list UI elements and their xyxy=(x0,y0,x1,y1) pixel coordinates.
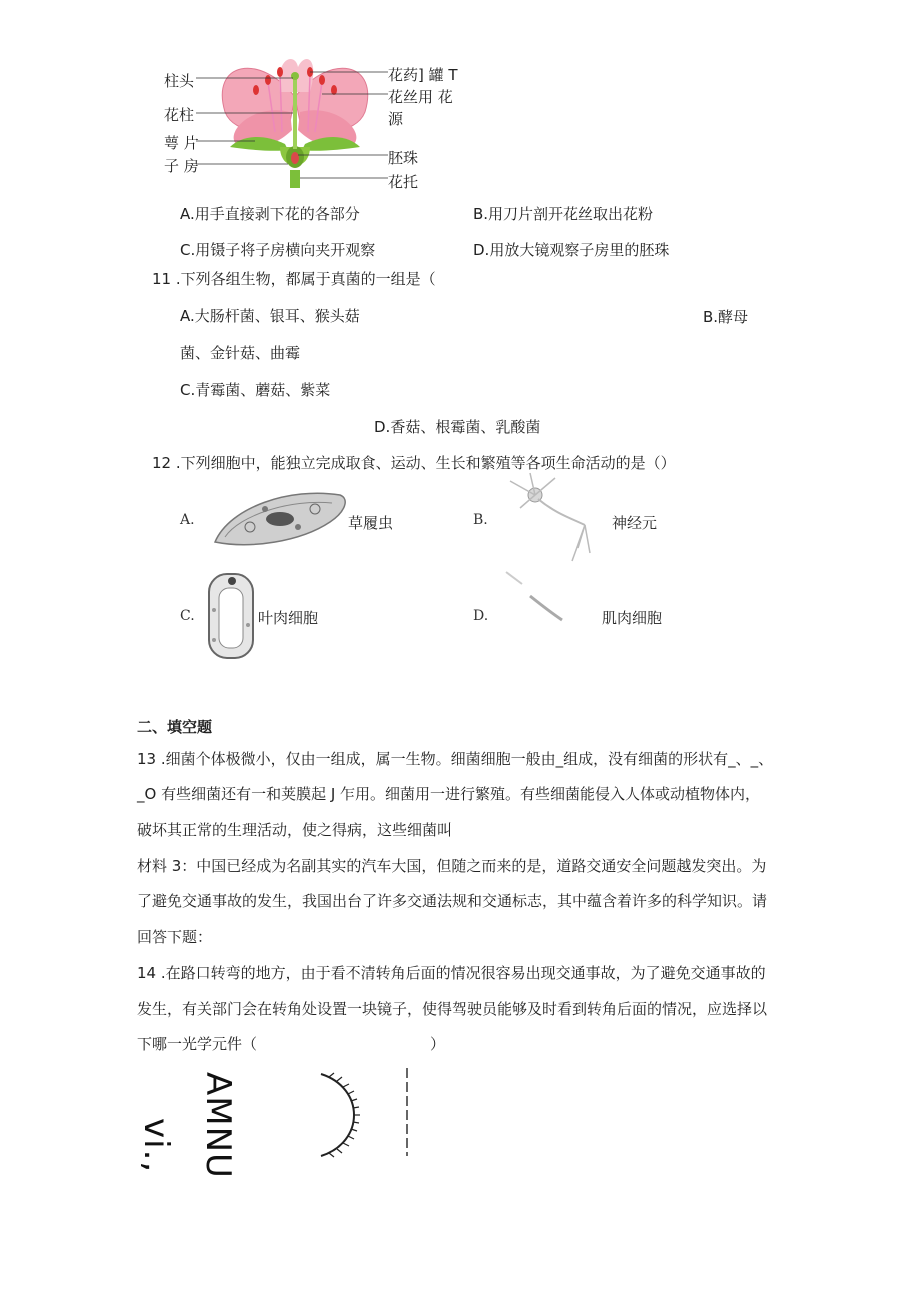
q11-option-c: C.青霉菌、蘑菇、紫菜 xyxy=(180,381,331,399)
q14-line-3-end: ） xyxy=(430,1035,446,1053)
label-anther: 花药] 罐 T xyxy=(388,66,458,84)
label-ovule: 胚珠 xyxy=(388,149,419,167)
q11-option-a: A.大肠杆菌、银耳、猴头菇 xyxy=(180,307,360,325)
q14-line-2: 发生，有关部门会在转角处设置一块镜子，使得驾驶员能够及时看到转角后面的情况，应选择以 xyxy=(137,1000,768,1018)
material3-line-1: 材料 3：中国已经成为名副其实的汽车大国，但随之而来的是，道路交通安全问题越发突出。为 xyxy=(137,857,767,875)
q12-option-b-label: 神经元 xyxy=(612,514,658,532)
section-title-fill-blank: 二、填空题 xyxy=(137,718,213,736)
paramecium-image xyxy=(210,487,350,552)
muscle-cell-image xyxy=(500,568,570,628)
q10-option-a: A.用手直接剥下花的各部分 xyxy=(180,205,360,223)
material3-line-3: 回答下题： xyxy=(137,928,213,946)
q12-option-d-letter: D. xyxy=(473,608,489,624)
q12-option-d-label: 肌肉细胞 xyxy=(602,609,663,627)
label-style: 花柱 xyxy=(164,106,195,124)
mesophyll-cell-image xyxy=(205,570,265,662)
q10-option-d: D.用放大镜观察子房里的胚珠 xyxy=(473,241,670,259)
label-stigma: 柱头 xyxy=(164,72,195,90)
label-sepal: 萼 片 xyxy=(164,134,199,152)
flower-illustration xyxy=(180,52,400,192)
q11-stem: 11 .下列各组生物，都属于真菌的一组是（ xyxy=(152,270,436,288)
q11-option-b-cont: 菌、金针菇、曲霉 xyxy=(180,344,301,362)
rotated-text-2: AMNU xyxy=(198,1072,238,1179)
q11-option-d: D.香菇、根霉菌、乳酸菌 xyxy=(374,418,541,436)
q12-stem: 12 .下列细胞中，能独立完成取食、运动、生长和繁殖等各项生命活动的是（） xyxy=(152,454,676,472)
q11-option-b: B.酵母 xyxy=(703,308,749,326)
q12-option-a-letter: A. xyxy=(180,512,195,528)
q12-option-c-label: 叶肉细胞 xyxy=(258,609,319,627)
q10-option-c: C.用镊子将子房横向夹开观察 xyxy=(180,241,376,259)
rotated-text-1: vi., xyxy=(136,1118,176,1174)
q12-option-b-letter: B. xyxy=(473,512,488,528)
q10-option-b: B.用刀片剖开花丝取出花粉 xyxy=(473,205,654,223)
q13-line-3: 破坏其正常的生理活动，使之得病，这些细菌叫 xyxy=(137,821,453,839)
q13-line-2: _O 有些细菌还有一和荚膜起 J 乍用。细菌用一进行繁殖。有些细菌能侵入人体或动植物体内， xyxy=(137,785,761,803)
flat-mirror-icon xyxy=(400,1066,414,1158)
q13-line-1: 13 .细菌个体极微小，仅由一组成，属一生物。细菌细胞一般由_组成，没有细菌的形状有_、_、 xyxy=(137,750,774,768)
neuron-image xyxy=(500,473,610,568)
q14-line-3: 下哪一光学元件（ xyxy=(137,1035,258,1053)
label-filament: 花丝用 花 xyxy=(388,88,453,106)
material3-line-2: 了避免交通事故的发生，我国出台了许多交通法规和交通标志，其中蕴含着许多的科学知识。请 xyxy=(137,892,768,910)
label-receptacle: 花托 xyxy=(388,173,419,191)
q12-option-c-letter: C. xyxy=(180,608,195,624)
concave-mirror-icon xyxy=(315,1070,375,1160)
label-source: 源 xyxy=(388,110,404,128)
label-ovary: 子 房 xyxy=(164,157,199,175)
q12-option-a-label: 草履虫 xyxy=(348,514,394,532)
q14-line-1: 14 .在路口转弯的地方，由于看不清转角后面的情况很容易出现交通事故，为了避免交通事故的 xyxy=(137,964,766,982)
